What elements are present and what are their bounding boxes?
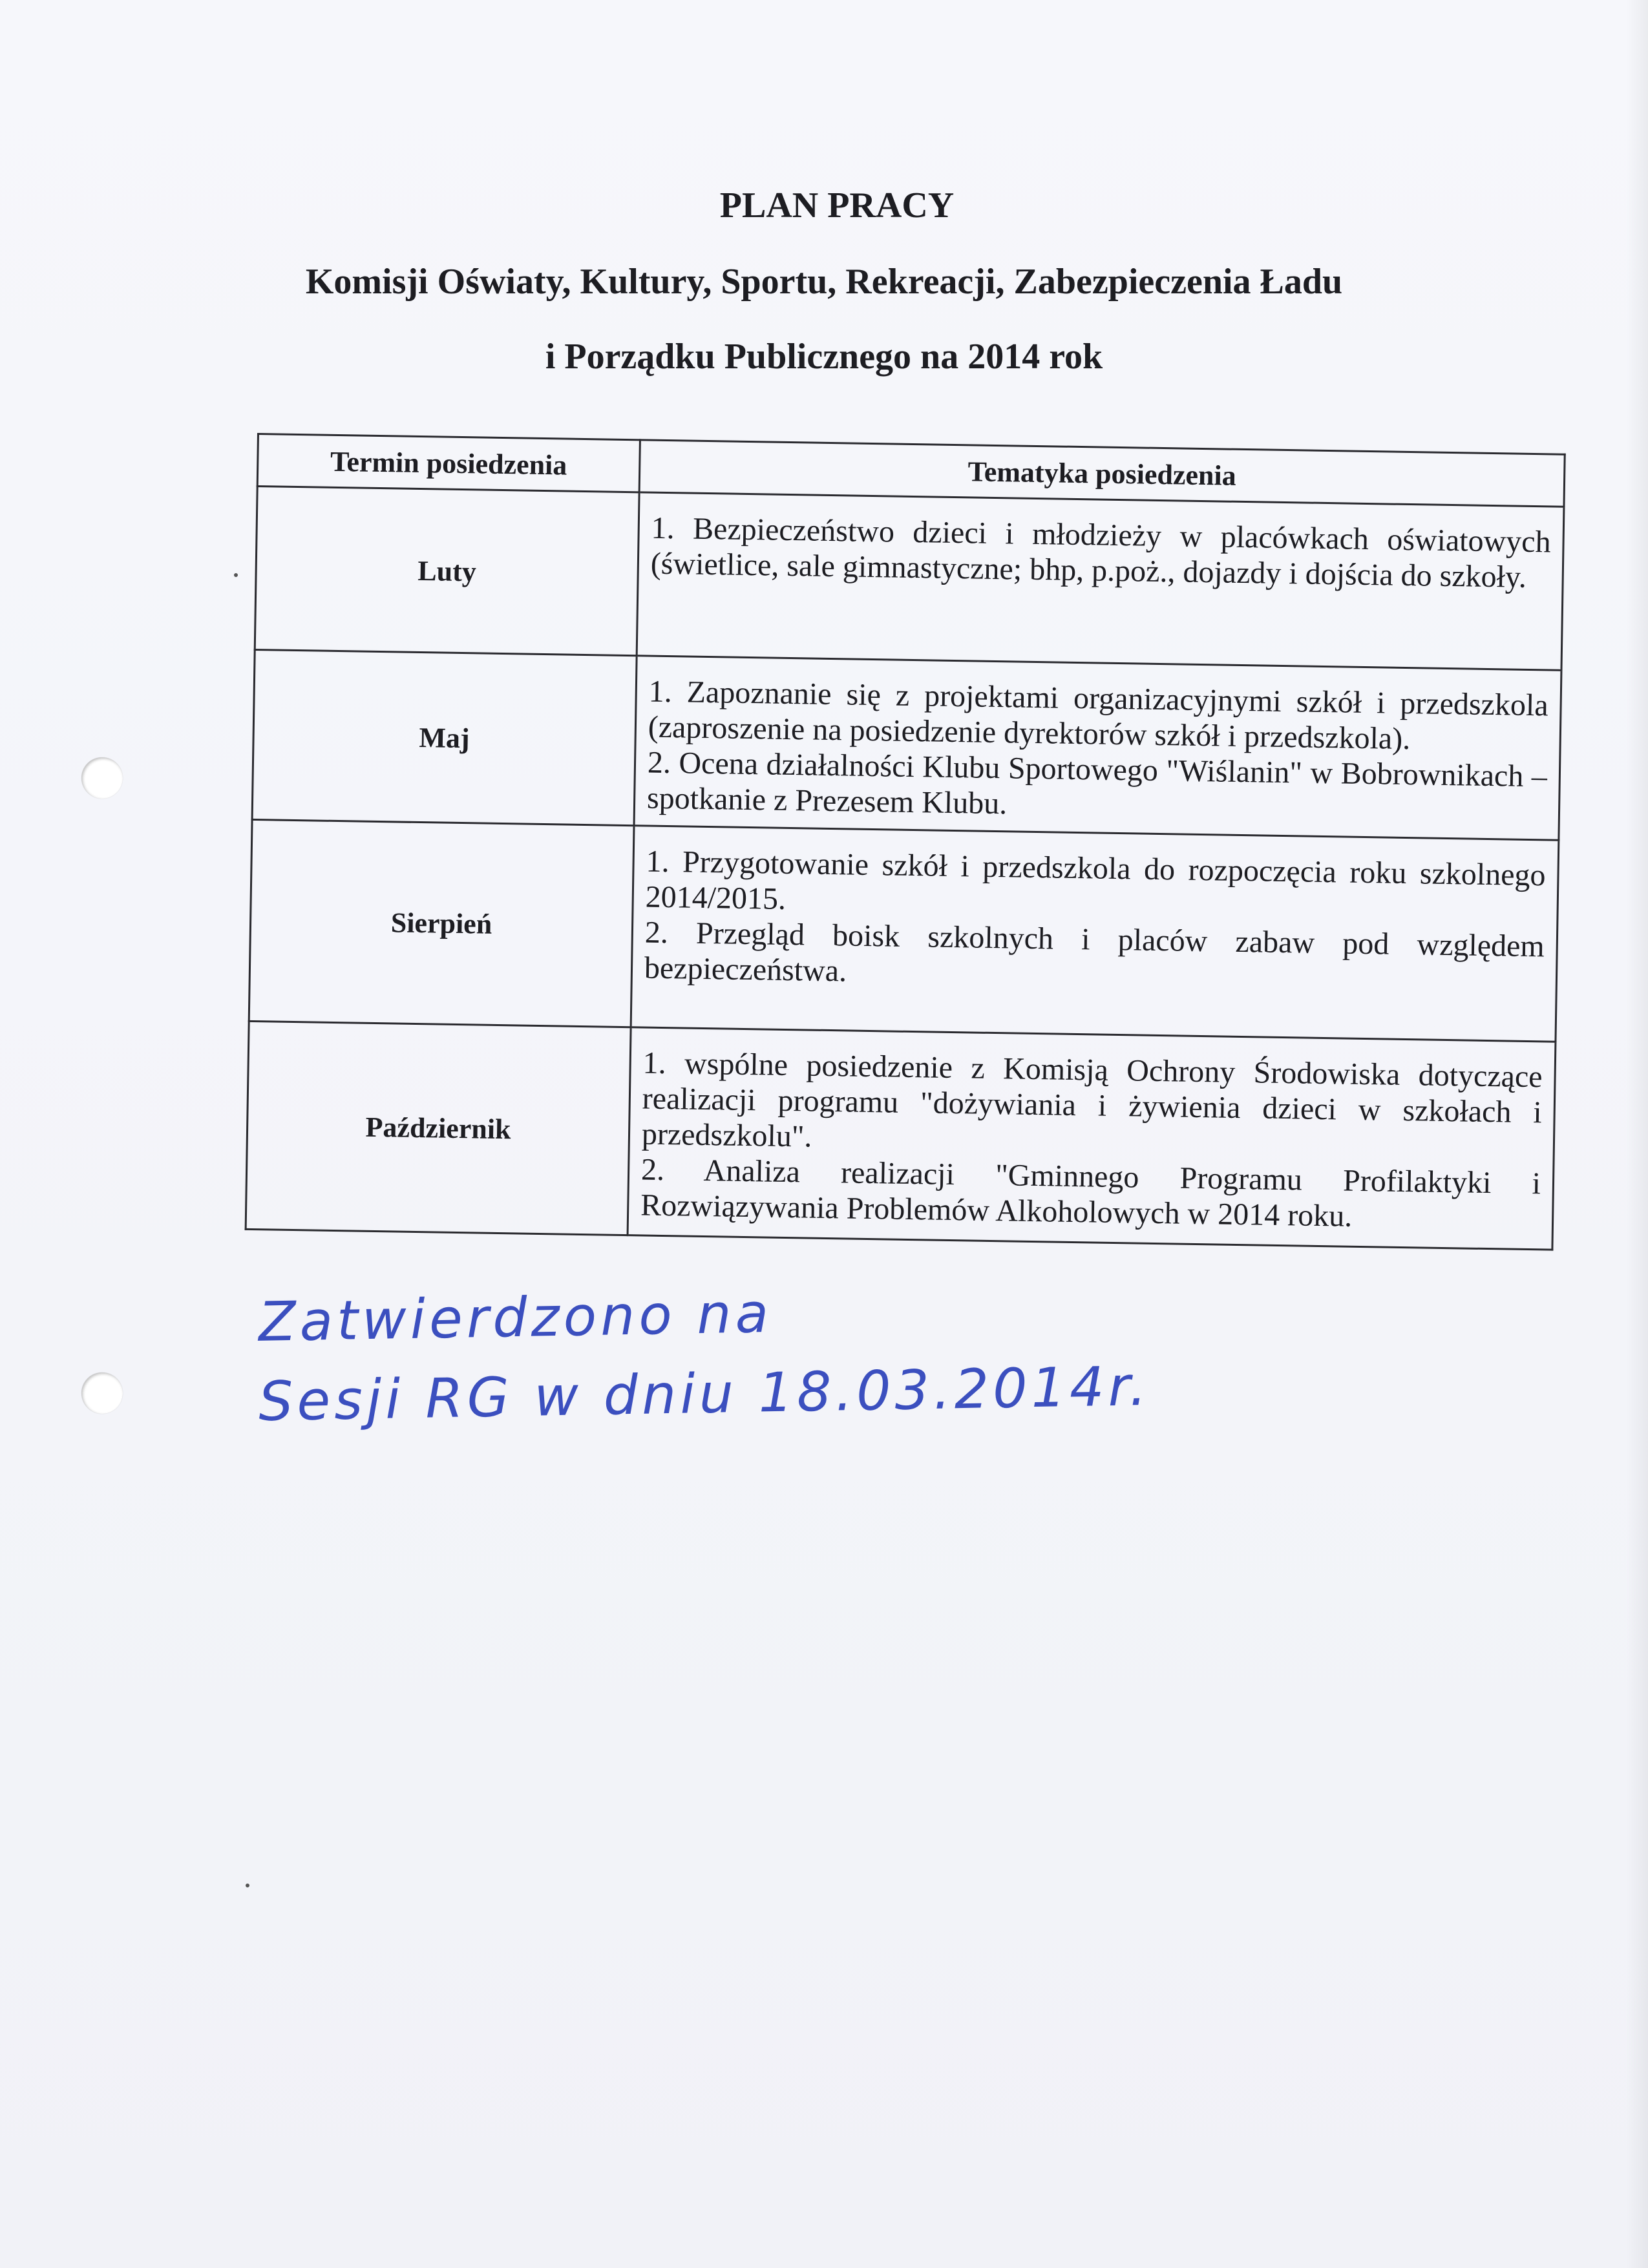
header-term: Termin posiedzenia xyxy=(257,434,640,492)
table-row xyxy=(249,819,1559,1042)
punch-hole xyxy=(81,757,123,799)
term-cell: Luty xyxy=(255,487,639,656)
topic-item: 1. Przygotowanie szkół i przedszkola do rozpoczęcia roku szkolnego 2014/2015. xyxy=(645,844,1546,916)
work-plan-table xyxy=(245,433,1566,1251)
handwritten-line-1: Zatwierdzono na xyxy=(258,1281,773,1354)
handwritten-line-2: Sesji RG w dniu 18.03.2014r. xyxy=(258,1354,1151,1434)
topic-item: 2. Ocena działalności Klubu Sportowego "Wiślanin" w Bobrownikach – spotkanie z Prezesem Klubu. xyxy=(646,745,1548,821)
page-title: PLAN PRACY xyxy=(719,185,955,226)
page-subtitle-line-2: i Porządku Publicznego na 2014 rok xyxy=(545,337,1103,377)
topic-item: 2. Analiza realizacji "Gminnego Programu Profilaktyki i Rozwiązywania Problemów Alkoholowych w 2014 roku. xyxy=(640,1152,1541,1234)
topic-cell xyxy=(631,826,1559,1042)
topic-cell xyxy=(628,1027,1556,1250)
page-subtitle-line-1: Komisji Oświaty, Kultury, Sportu, Rekreacji, Zabezpieczenia Ładu xyxy=(305,262,1343,302)
topic-item: 2. Przegląd boisk szkolnych i placów zabaw pod względem bezpieczeństwa. xyxy=(644,915,1545,989)
table-row xyxy=(255,487,1564,671)
punch-hole xyxy=(81,1372,123,1414)
topic-cell xyxy=(634,656,1561,840)
table-row xyxy=(246,1021,1556,1250)
term-cell: Sierpień xyxy=(249,819,634,1027)
scan-speck xyxy=(246,1884,249,1887)
topic-item: 1. Zapoznanie się z projektami organizacyjnymi szkół i przedszkola (zaproszenie na posiedzenie dyrektorów szkół i przedszkola). xyxy=(648,674,1549,757)
title-block xyxy=(0,187,1648,375)
topic-item: 1. Bezpieczeństwo dzieci i młodzieży w placówkach oświatowych (świetlice, sale gimnastyczne; bhp, p.poż., dojazdy i dojścia do szkoły. xyxy=(650,510,1552,594)
header-topic: Tematyka posiedzenia xyxy=(639,440,1565,507)
handwritten-approval-note xyxy=(258,1281,1357,1441)
term-cell: Październik xyxy=(246,1021,631,1235)
topic-cell xyxy=(637,492,1564,670)
term-cell: Maj xyxy=(252,649,637,825)
scan-speck xyxy=(234,573,238,577)
topic-item: 1. wspólne posiedzenie z Komisją Ochrony Środowiska dotyczące realizacji programu "dożywiania i żywienia dzieci w szkołach i przedszkolu". xyxy=(641,1045,1543,1154)
table-row xyxy=(252,649,1561,840)
